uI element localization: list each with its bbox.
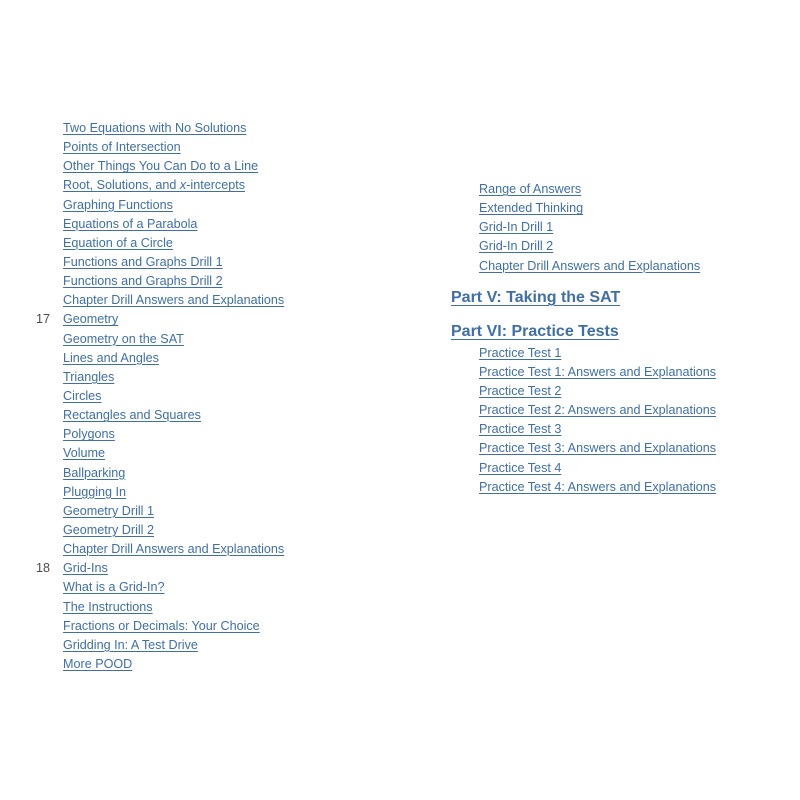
toc-entry bbox=[36, 330, 376, 349]
toc-entry bbox=[36, 406, 376, 425]
toc-link-practice-test-3[interactable]: Practice Test 3 bbox=[479, 422, 562, 437]
toc-link-more-pood[interactable]: More POOD bbox=[63, 656, 133, 671]
toc-link-ballparking[interactable]: Ballparking bbox=[63, 465, 126, 480]
toc-entry bbox=[36, 119, 376, 138]
toc-link-fractions-or-decimals-your-choice[interactable]: Fractions or Decimals: Your Choice bbox=[63, 618, 260, 633]
toc-entry bbox=[451, 382, 791, 401]
toc-link-points-of-intersection[interactable]: Points of Intersection bbox=[63, 140, 181, 155]
toc-entry bbox=[36, 502, 376, 521]
toc-entry bbox=[36, 559, 376, 578]
toc-entry bbox=[451, 363, 791, 382]
toc-link-extended-thinking[interactable]: Extended Thinking bbox=[479, 201, 584, 216]
toc-entry bbox=[451, 237, 791, 256]
toc-link-root-solutions-and-x-intercepts[interactable]: Root, Solutions, and x-intercepts bbox=[63, 178, 246, 193]
toc-link-functions-and-graphs-drill-2[interactable]: Functions and Graphs Drill 2 bbox=[63, 274, 223, 289]
toc-link-equation-of-a-circle[interactable]: Equation of a Circle bbox=[63, 235, 173, 250]
toc-link-geometry-drill-2[interactable]: Geometry Drill 2 bbox=[63, 522, 154, 537]
toc-link-range-of-answers[interactable]: Range of Answers bbox=[479, 182, 582, 196]
toc-entry bbox=[36, 483, 376, 502]
toc-entry bbox=[36, 655, 376, 674]
toc-link-practice-test-4-answers-and-explanations[interactable]: Practice Test 4: Answers and Explanations bbox=[479, 479, 717, 494]
part-vi-list bbox=[451, 344, 791, 497]
part-v-heading-link[interactable]: Part V: Taking the SAT bbox=[451, 288, 621, 306]
toc-entry bbox=[36, 157, 376, 176]
chapter-18-continued-list bbox=[451, 180, 791, 276]
toc-link-gridding-in-a-test-drive[interactable]: Gridding In: A Test Drive bbox=[63, 637, 198, 652]
toc-link-rectangles-and-squares[interactable]: Rectangles and Squares bbox=[63, 408, 201, 423]
toc-entry bbox=[36, 540, 376, 559]
toc-link-practice-test-4[interactable]: Practice Test 4 bbox=[479, 460, 562, 475]
toc-link-plugging-in[interactable]: Plugging In bbox=[63, 484, 127, 499]
toc-link-lines-and-angles[interactable]: Lines and Angles bbox=[63, 350, 159, 365]
toc-link-triangles[interactable]: Triangles bbox=[63, 369, 115, 384]
toc-entry bbox=[36, 349, 376, 368]
toc-entry bbox=[36, 636, 376, 655]
toc-link-functions-and-graphs-drill-1[interactable]: Functions and Graphs Drill 1 bbox=[63, 254, 223, 269]
toc-link-volume[interactable]: Volume bbox=[63, 446, 106, 461]
toc-link-chapter-drill-answers-and-explanations[interactable]: Chapter Drill Answers and Explanations bbox=[63, 542, 285, 557]
toc-entry bbox=[36, 272, 376, 291]
toc-link-practice-test-1[interactable]: Practice Test 1 bbox=[479, 345, 562, 360]
toc-link-chapter-drill-answers-and-explanations[interactable]: Chapter Drill Answers and Explanations bbox=[63, 293, 285, 308]
toc-link-polygons[interactable]: Polygons bbox=[63, 427, 115, 442]
toc-link-geometry-drill-1[interactable]: Geometry Drill 1 bbox=[63, 503, 154, 518]
toc-link-grid-in-drill-1[interactable]: Grid-In Drill 1 bbox=[479, 220, 554, 235]
toc-entry bbox=[36, 444, 376, 463]
toc-link-two-equations-with-no-solutions[interactable]: Two Equations with No Solutions bbox=[63, 121, 247, 135]
toc-entry bbox=[451, 344, 791, 363]
toc-entry bbox=[36, 215, 376, 234]
toc-link-the-instructions[interactable]: The Instructions bbox=[63, 599, 153, 614]
toc-entry bbox=[451, 401, 791, 420]
toc-entry bbox=[36, 310, 376, 329]
toc-entry bbox=[36, 521, 376, 540]
toc-entry bbox=[36, 368, 376, 387]
toc-entry bbox=[36, 425, 376, 444]
toc-entry bbox=[36, 138, 376, 157]
toc-entry bbox=[451, 478, 791, 497]
toc-entry bbox=[451, 180, 791, 199]
toc-entry bbox=[36, 598, 376, 617]
toc-entry bbox=[36, 176, 376, 195]
toc-right-column bbox=[451, 180, 791, 497]
toc-link-circles[interactable]: Circles bbox=[63, 388, 102, 403]
toc-link-practice-test-1-answers-and-explanations[interactable]: Practice Test 1: Answers and Explanations bbox=[479, 364, 717, 379]
chapter-number: 17 bbox=[36, 312, 51, 327]
toc-entry bbox=[36, 387, 376, 406]
toc-entry bbox=[451, 257, 791, 276]
toc-entry bbox=[36, 617, 376, 636]
toc-link-geometry-on-the-sat[interactable]: Geometry on the SAT bbox=[63, 331, 184, 346]
toc-link-practice-test-2[interactable]: Practice Test 2 bbox=[479, 383, 562, 398]
toc-link-practice-test-2-answers-and-explanations[interactable]: Practice Test 2: Answers and Explanations bbox=[479, 403, 717, 418]
toc-link-practice-test-3-answers-and-explanations[interactable]: Practice Test 3: Answers and Explanations bbox=[479, 441, 717, 456]
toc-link-grid-ins[interactable]: Grid-Ins bbox=[63, 561, 108, 576]
toc-entry bbox=[451, 439, 791, 458]
toc-entry bbox=[451, 420, 791, 439]
toc-link-equations-of-a-parabola[interactable]: Equations of a Parabola bbox=[63, 216, 198, 231]
toc-entry bbox=[36, 291, 376, 310]
toc-entry bbox=[36, 253, 376, 272]
toc-link-what-is-a-grid-in[interactable]: What is a Grid-In? bbox=[63, 580, 165, 595]
chapter-number: 18 bbox=[36, 561, 51, 576]
toc-entry bbox=[451, 459, 791, 478]
toc-link-other-things-you-can-do-to-a-line[interactable]: Other Things You Can Do to a Line bbox=[63, 159, 259, 174]
toc-entry bbox=[451, 218, 791, 237]
toc-entry bbox=[451, 199, 791, 218]
toc-link-geometry[interactable]: Geometry bbox=[63, 312, 119, 327]
toc-entry bbox=[36, 234, 376, 253]
toc-link-chapter-drill-answers-and-explanations[interactable]: Chapter Drill Answers and Explanations bbox=[479, 258, 701, 273]
toc-left-column bbox=[36, 119, 376, 674]
toc-entry bbox=[36, 464, 376, 483]
toc-link-graphing-functions[interactable]: Graphing Functions bbox=[63, 197, 173, 212]
toc-link-grid-in-drill-2[interactable]: Grid-In Drill 2 bbox=[479, 239, 554, 254]
part-vi-heading-link[interactable]: Part VI: Practice Tests bbox=[451, 322, 619, 340]
toc-entry bbox=[36, 578, 376, 597]
toc-entry bbox=[36, 196, 376, 215]
